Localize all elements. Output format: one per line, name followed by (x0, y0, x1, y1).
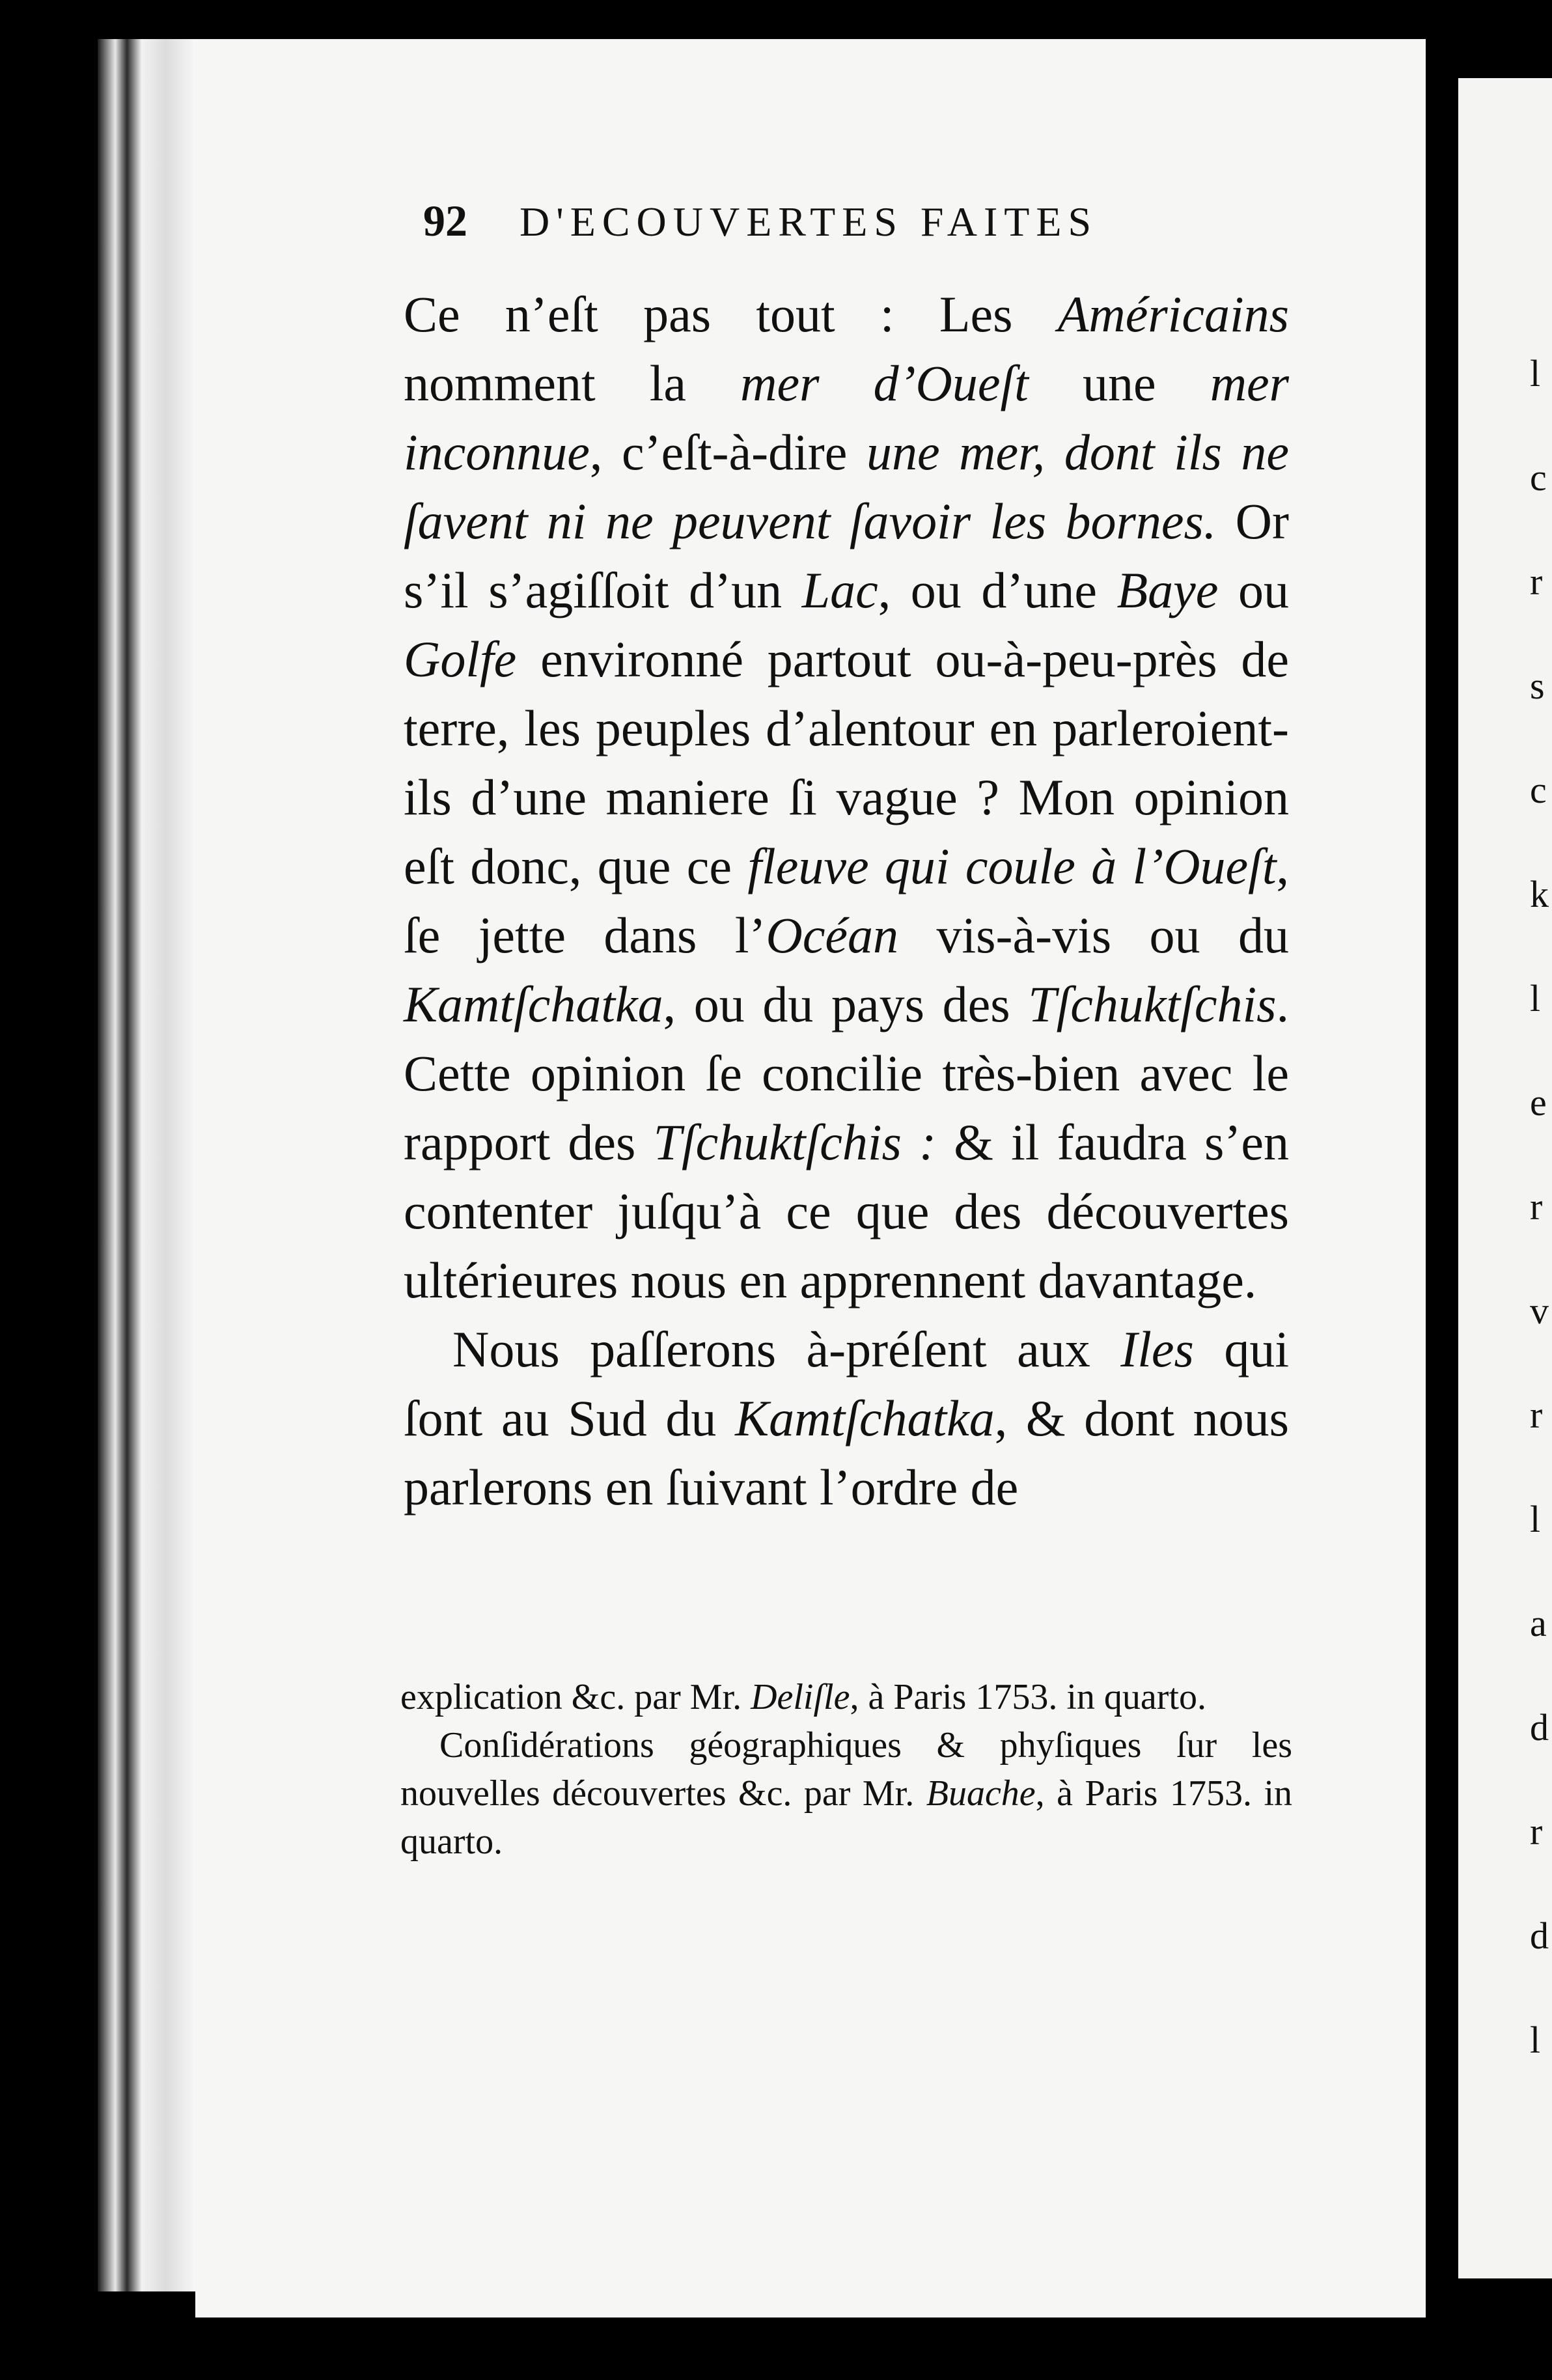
text-run: Or s’il s’agiſſoit d’un (404, 493, 1289, 618)
text-run: , c’eſt-à-dire (589, 424, 866, 480)
italic-run: Kamtſchatka (735, 1390, 995, 1446)
facing-page-letter: d (1530, 1706, 1549, 1749)
facing-page-letter: r (1530, 1185, 1543, 1228)
facing-page-letter: k (1530, 873, 1549, 915)
italic-run: Lac (801, 562, 878, 618)
text-run: vis-à-vis ou du (898, 907, 1289, 963)
facing-page-letter: r (1530, 1394, 1543, 1436)
text-run: , ou d’une (878, 562, 1117, 618)
footnotes (400, 1673, 1292, 1866)
italic-run: fleuve qui coule à l’Oueſt (747, 838, 1277, 894)
facing-page-letter: c (1530, 456, 1547, 499)
main-text (404, 280, 1289, 1522)
italic-run: une mer, dont ils ne ſavent ni ne peuvent ſavoir les bornes. (404, 424, 1289, 549)
text-run: . Cette opinion ſe concilie très-bien avec le rapport des (404, 976, 1289, 1170)
italic-run: Océan (766, 907, 899, 963)
text-run: & il faudra s’en contenter juſqu’à ce que des découvertes ultérieures nous en apprennent davantage. (404, 1114, 1289, 1308)
text-run: Ce n’eſt pas tout : Les (404, 286, 1058, 342)
paragraph-1 (404, 280, 1289, 1315)
text-run: une (1028, 355, 1210, 411)
page-header (423, 195, 1256, 260)
italic-run: Kamtſchatka (404, 976, 663, 1032)
facing-page-letter: l (1530, 2019, 1541, 2061)
italic-run: Buache (926, 1773, 1036, 1814)
page-number: 92 (423, 196, 467, 245)
facing-page-letter: l (1530, 1498, 1541, 1540)
footnote-2 (400, 1721, 1292, 1866)
facing-page-letter: e (1530, 1081, 1547, 1124)
facing-page-letter: v (1530, 1290, 1549, 1332)
facing-page-edge (1458, 78, 1552, 2278)
text-run: Nous paſſerons à-préſent aux (452, 1321, 1121, 1377)
running-title: D'ECOUVERTES FAITES (520, 199, 1098, 245)
text-run: , & dont nous parlerons en ſuivant l’ordre de (404, 1390, 1290, 1515)
italic-run: Américains (1057, 286, 1289, 342)
text-run: ou (1218, 562, 1289, 618)
facing-page-letter: l (1530, 352, 1541, 394)
italic-run: mer inconnue (404, 355, 1289, 480)
text-run: , à Paris 1753. in quarto. (850, 1677, 1206, 1717)
facing-page-letter: r (1530, 560, 1543, 603)
facing-page-letter: r (1530, 1810, 1543, 1853)
italic-run: Deliſle (751, 1677, 850, 1717)
text-run: , ou du pays des (663, 976, 1029, 1032)
italic-run: Tſchuktſchis : (653, 1114, 937, 1170)
text-run: explication &c. par Mr. (400, 1677, 751, 1717)
text-run: Conſidérations géographiques & phyſiques ſur les nouvelles découvertes &c. par Mr. (400, 1725, 1292, 1814)
text-run: nomment la (404, 355, 741, 411)
facing-page-letter: s (1530, 665, 1545, 707)
paragraph-2 (404, 1315, 1289, 1522)
text-run: , ſe jette dans l’ (404, 838, 1289, 963)
book-spine-left (98, 39, 195, 2291)
facing-page-letter: l (1530, 977, 1541, 1019)
text-run: , à Paris 1753. in quarto. (400, 1773, 1293, 1862)
italic-run: mer d’Oueſt (740, 355, 1029, 411)
italic-run: Iles (1120, 1321, 1194, 1377)
facing-page-letter: c (1530, 769, 1547, 811)
italic-run: Baye (1116, 562, 1219, 618)
facing-page-letter: d (1530, 1915, 1549, 1957)
facing-page-letter: a (1530, 1602, 1547, 1644)
footnote-1 (400, 1673, 1292, 1721)
italic-run: Golfe (404, 631, 517, 687)
text-run: environné partout ou-à-peu-près de terre, les peuples d’alentour en parleroient-ils d’une maniere ſi vague ? Mon opinion eſt donc, que ce (404, 631, 1289, 894)
text-run: qui ſont au Sud du (404, 1321, 1289, 1446)
italic-run: Tſchuktſchis (1028, 976, 1277, 1032)
